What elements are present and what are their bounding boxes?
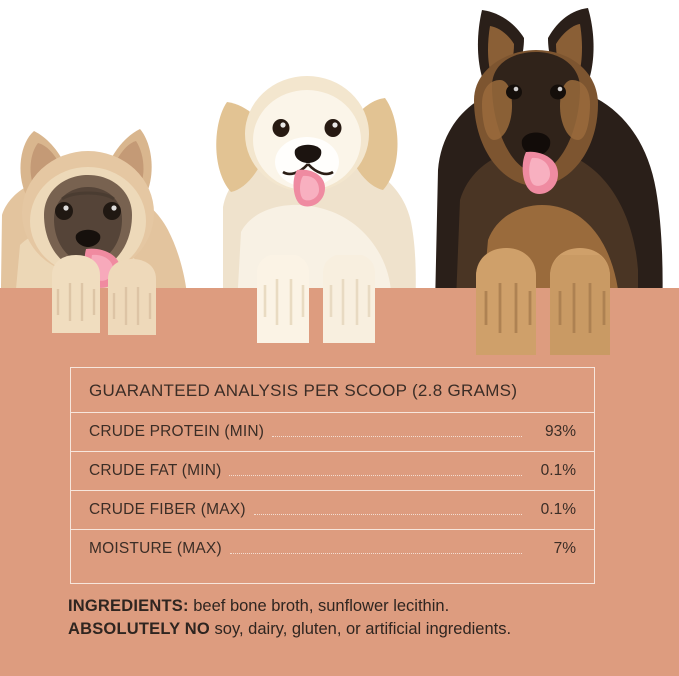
nutrient-label: CRUDE FAT (MIN)	[89, 462, 222, 479]
absolutely-no-label: ABSOLUTELY NO	[68, 620, 210, 638]
dot-leader	[230, 552, 522, 554]
table-row	[71, 529, 594, 568]
table-row	[71, 451, 594, 490]
absolutely-no-line	[68, 618, 628, 641]
ingredients-label: INGREDIENTS:	[68, 597, 189, 615]
ingredients-text: beef bone broth, sunflower lecithin.	[188, 597, 450, 615]
nutrient-value: 7%	[553, 540, 576, 557]
absolutely-no-text: soy, dairy, gluten, or artificial ingredients.	[209, 620, 512, 638]
table-row	[71, 412, 594, 451]
nutrient-label: MOISTURE (MAX)	[89, 540, 222, 557]
table-row	[71, 490, 594, 529]
dog-paws-overlay	[0, 255, 679, 365]
nutrient-label: CRUDE FIBER (MAX)	[89, 501, 246, 518]
ingredients-line	[68, 595, 628, 618]
dot-leader	[254, 513, 522, 515]
nutrient-label: CRUDE PROTEIN (MIN)	[89, 423, 265, 440]
ingredients-block	[68, 595, 628, 641]
nutrient-value: 93%	[544, 423, 576, 440]
dot-leader	[272, 435, 522, 437]
nutrient-value: 0.1%	[540, 462, 576, 479]
guaranteed-analysis-card	[70, 367, 595, 584]
dot-leader	[229, 474, 522, 476]
nutrient-value: 0.1%	[540, 501, 576, 518]
card-title: GUARANTEED ANALYSIS PER SCOOP (2.8 GRAMS)	[89, 381, 518, 400]
